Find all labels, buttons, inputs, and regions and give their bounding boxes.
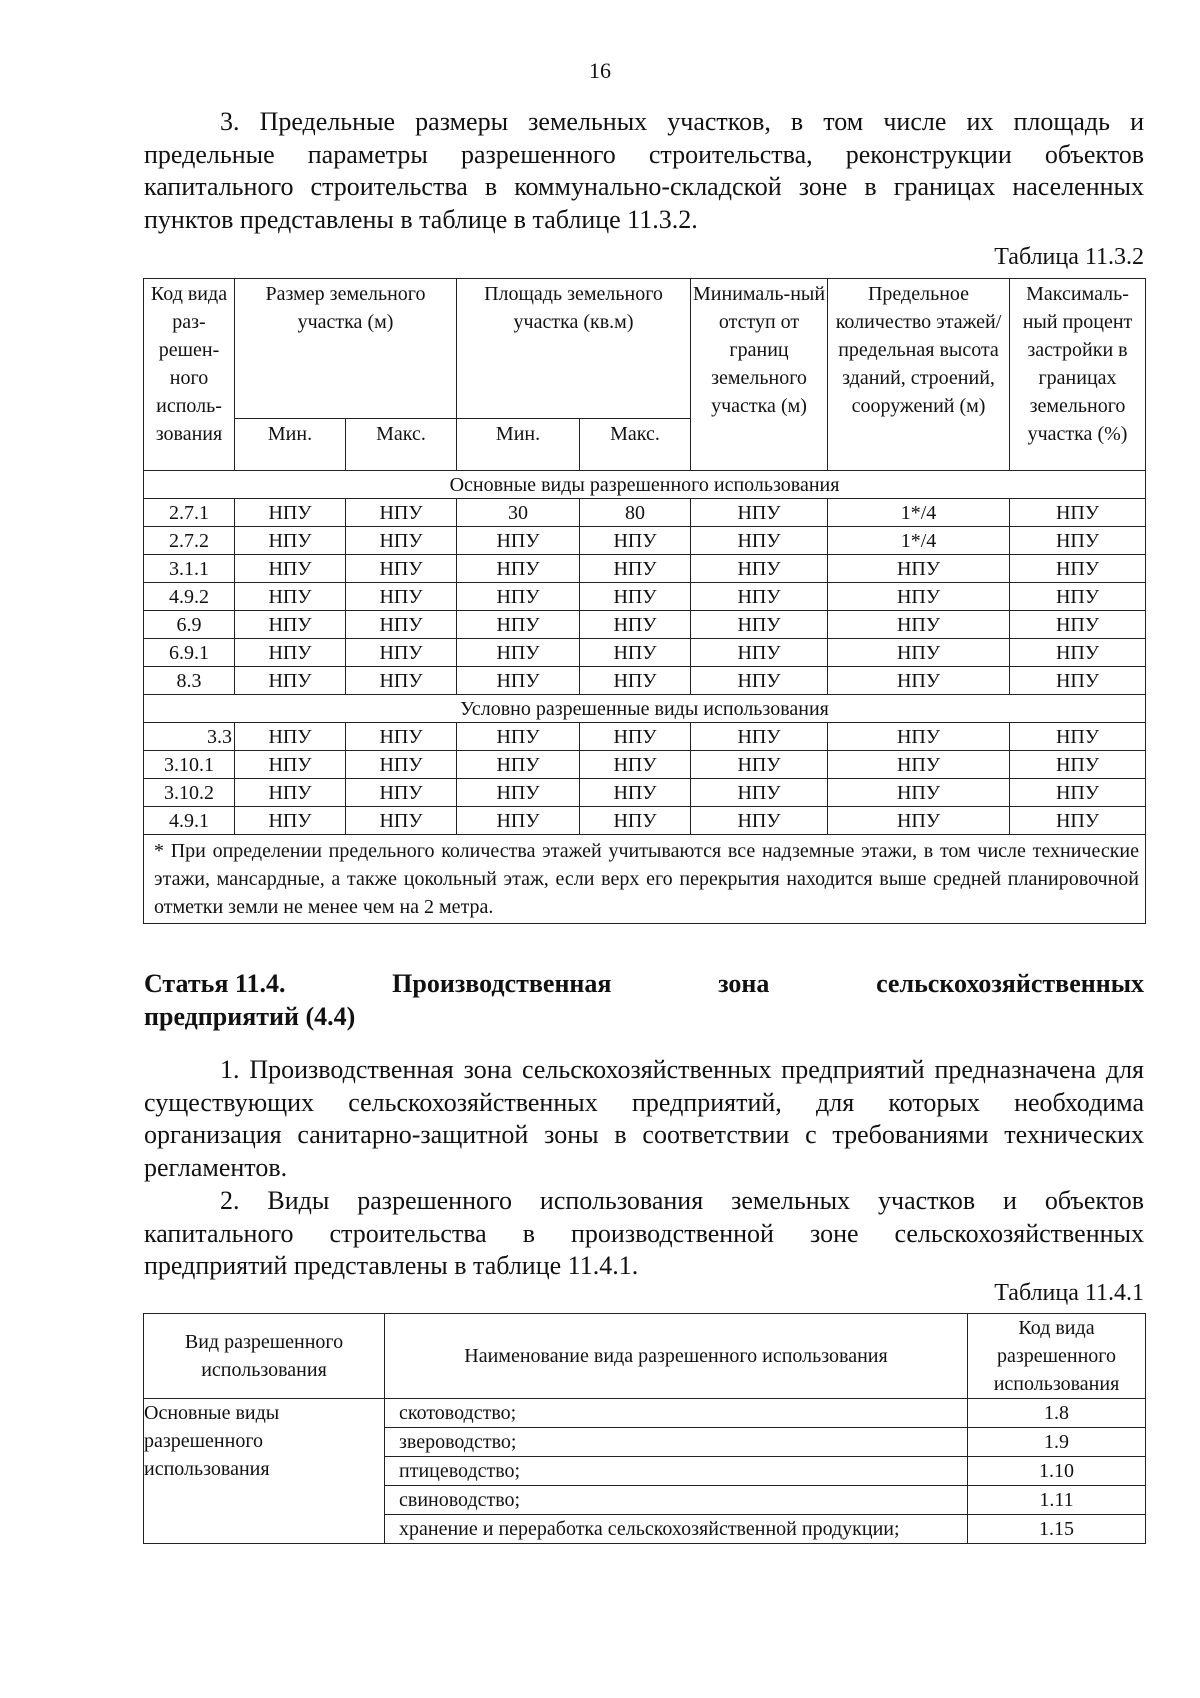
header-use-code: Код вида разрешенного использования bbox=[968, 1314, 1146, 1399]
value-cell: НПУ bbox=[1010, 751, 1146, 779]
value-cell: НПУ bbox=[1010, 583, 1146, 611]
value-cell: НПУ bbox=[457, 667, 580, 695]
use-code-cell: 1.8 bbox=[968, 1399, 1146, 1428]
table-11-4-1-caption: Таблица 11.4.1 bbox=[994, 1280, 1144, 1306]
paragraph-zone-purpose: 1. Производственная зона сельскохозяйственных предприятий предназначена для существующих сельскохозяйственных предприятий, для которых необходима организация санитарно-защитной зоны в соответствии с требованиями технических регламентов. bbox=[144, 1055, 1144, 1182]
value-cell: НПУ bbox=[1010, 667, 1146, 695]
value-cell: НПУ bbox=[691, 723, 828, 751]
value-cell: НПУ bbox=[828, 639, 1010, 667]
value-cell: НПУ bbox=[346, 723, 457, 751]
value-cell: НПУ bbox=[457, 639, 580, 667]
use-code-cell: 2.7.2 bbox=[144, 527, 235, 555]
value-cell: НПУ bbox=[346, 555, 457, 583]
use-name-cell: хранение и переработка сельскохозяйственной продукции; bbox=[385, 1515, 968, 1544]
use-code-cell: 3.1.1 bbox=[144, 555, 235, 583]
main-use-row bbox=[144, 555, 1146, 583]
value-cell: НПУ bbox=[691, 639, 828, 667]
value-cell: НПУ bbox=[457, 807, 580, 835]
paragraph-uses-intro: 2. Виды разрешенного использования земельных участков и объектов капитального строительства в производственной зоне сельскохозяйственных предприятий представлены в таблице 11.4.1. bbox=[144, 1186, 1144, 1280]
value-cell: НПУ bbox=[691, 807, 828, 835]
value-cell: НПУ bbox=[235, 723, 346, 751]
value-cell: НПУ bbox=[828, 723, 1010, 751]
use-name-cell: свиноводство; bbox=[385, 1486, 968, 1515]
value-cell: НПУ bbox=[691, 583, 828, 611]
value-cell: НПУ bbox=[691, 611, 828, 639]
value-cell: НПУ bbox=[691, 751, 828, 779]
value-cell: НПУ bbox=[457, 779, 580, 807]
value-cell: НПУ bbox=[1010, 639, 1146, 667]
page-number: 16 bbox=[589, 58, 611, 83]
use-code-cell: 3.10.1 bbox=[144, 751, 235, 779]
value-cell: НПУ bbox=[235, 527, 346, 555]
use-code-cell: 6.9 bbox=[144, 611, 235, 639]
article-heading bbox=[144, 967, 1144, 1033]
value-cell: НПУ bbox=[457, 611, 580, 639]
article-title-line-2: предприятий (4.4) bbox=[144, 1002, 356, 1031]
value-cell: НПУ bbox=[580, 779, 691, 807]
section-main-uses: Основные виды разрешенного использования bbox=[144, 471, 1146, 499]
value-cell: НПУ bbox=[691, 527, 828, 555]
value-cell: НПУ bbox=[457, 751, 580, 779]
value-cell: НПУ bbox=[235, 583, 346, 611]
value-cell: НПУ bbox=[691, 667, 828, 695]
table-11-3-2-caption: Таблица 11.3.2 bbox=[994, 244, 1144, 270]
value-cell: НПУ bbox=[346, 667, 457, 695]
value-cell: НПУ bbox=[346, 499, 457, 527]
use-code-cell: 4.9.2 bbox=[144, 583, 235, 611]
conditional-use-row bbox=[144, 751, 1146, 779]
value-cell: НПУ bbox=[691, 555, 828, 583]
use-row bbox=[144, 1399, 1146, 1428]
table-11-4-1 bbox=[143, 1313, 1146, 1544]
header-use-name: Наименование вида разрешенного использования bbox=[385, 1314, 968, 1399]
use-code-cell: 3.10.2 bbox=[144, 779, 235, 807]
article-title-word-2: зона bbox=[718, 969, 770, 998]
main-use-row bbox=[144, 499, 1146, 527]
value-cell: НПУ bbox=[580, 583, 691, 611]
value-cell: НПУ bbox=[828, 583, 1010, 611]
article-title-word-1: Производственная bbox=[392, 969, 612, 998]
value-cell: НПУ bbox=[346, 639, 457, 667]
use-code-cell: 1.9 bbox=[968, 1428, 1146, 1457]
use-code-cell: 1.11 bbox=[968, 1486, 1146, 1515]
value-cell: НПУ bbox=[691, 499, 828, 527]
value-cell: НПУ bbox=[580, 723, 691, 751]
value-cell: НПУ bbox=[346, 583, 457, 611]
value-cell: НПУ bbox=[235, 499, 346, 527]
use-name-cell: птицеводство; bbox=[385, 1457, 968, 1486]
main-use-row bbox=[144, 639, 1146, 667]
use-code-cell: 6.9.1 bbox=[144, 639, 235, 667]
value-cell: 1*/4 bbox=[828, 499, 1010, 527]
value-cell: НПУ bbox=[235, 751, 346, 779]
header-setback: Минималь-ный отступ от границ земельного участка (м) bbox=[691, 279, 828, 471]
conditional-use-row bbox=[144, 779, 1146, 807]
value-cell: НПУ bbox=[1010, 499, 1146, 527]
article-number: Статья 11.4. bbox=[144, 969, 286, 998]
use-code-cell: 1.15 bbox=[968, 1515, 1146, 1544]
header-area: Площадь земельного участка (кв.м) bbox=[457, 279, 691, 419]
value-cell: НПУ bbox=[1010, 555, 1146, 583]
table-11-3-2 bbox=[143, 278, 1146, 924]
header-code: Код вида раз-решен-ного исполь-зования bbox=[144, 279, 235, 471]
value-cell: НПУ bbox=[580, 667, 691, 695]
conditional-use-row bbox=[144, 807, 1146, 835]
header-percent: Максималь-ный процент застройки в границах земельного участка (%) bbox=[1010, 279, 1146, 471]
value-cell: НПУ bbox=[580, 751, 691, 779]
header-size-max: Макс. bbox=[346, 418, 457, 470]
value-cell: НПУ bbox=[580, 611, 691, 639]
value-cell: НПУ bbox=[235, 611, 346, 639]
value-cell: НПУ bbox=[828, 667, 1010, 695]
value-cell: НПУ bbox=[828, 779, 1010, 807]
value-cell: НПУ bbox=[235, 555, 346, 583]
value-cell: НПУ bbox=[457, 583, 580, 611]
use-name-cell: звероводство; bbox=[385, 1428, 968, 1457]
value-cell: НПУ bbox=[580, 639, 691, 667]
header-area-max: Макс. bbox=[580, 418, 691, 470]
value-cell: НПУ bbox=[828, 807, 1010, 835]
value-cell: НПУ bbox=[346, 779, 457, 807]
value-cell: 1*/4 bbox=[828, 527, 1010, 555]
header-floors: Предельное количество этажей/ предельная высота зданий, строений, сооружений (м) bbox=[828, 279, 1010, 471]
value-cell: НПУ bbox=[235, 639, 346, 667]
value-cell: НПУ bbox=[828, 555, 1010, 583]
value-cell: НПУ bbox=[235, 807, 346, 835]
value-cell: НПУ bbox=[580, 555, 691, 583]
value-cell: 80 bbox=[580, 499, 691, 527]
value-cell: НПУ bbox=[1010, 779, 1146, 807]
value-cell: НПУ bbox=[1010, 807, 1146, 835]
header-size-min: Мин. bbox=[235, 418, 346, 470]
use-code-cell: 1.10 bbox=[968, 1457, 1146, 1486]
value-cell: НПУ bbox=[457, 723, 580, 751]
paragraph-limits-intro: 3. Предельные размеры земельных участков, в том числе их площадь и предельные параметры разрешенного строительства, реконструкции объектов капитального строительства в коммунально-складской зоне в границах населенных пунктов представлены в таблице в таблице 11.3.2. bbox=[144, 107, 1144, 234]
use-code-cell: 8.3 bbox=[144, 667, 235, 695]
use-name-cell: скотоводство; bbox=[385, 1399, 968, 1428]
use-group-label: Основные виды разрешенного использования bbox=[144, 1399, 385, 1544]
table-footnote: * При определении предельного количества этажей учитываются все надземные этажи, в том числе технические этажи, мансардные, а также цокольный этаж, если верх его перекрытия находится выше средней планировочной отметки земли не менее чем на 2 метра. bbox=[144, 835, 1146, 924]
value-cell: НПУ bbox=[346, 751, 457, 779]
article-title-word-3: сельскохозяйственных bbox=[876, 969, 1144, 998]
use-code-cell: 4.9.1 bbox=[144, 807, 235, 835]
value-cell: НПУ bbox=[346, 527, 457, 555]
conditional-use-row bbox=[144, 723, 1146, 751]
header-use-kind: Вид разрешенного использования bbox=[144, 1314, 385, 1399]
section-conditional-uses: Условно разрешенные виды использования bbox=[144, 695, 1146, 723]
main-use-row bbox=[144, 583, 1146, 611]
value-cell: НПУ bbox=[235, 779, 346, 807]
value-cell: НПУ bbox=[346, 611, 457, 639]
main-use-row bbox=[144, 527, 1146, 555]
value-cell: НПУ bbox=[691, 779, 828, 807]
value-cell: НПУ bbox=[580, 527, 691, 555]
value-cell: НПУ bbox=[235, 667, 346, 695]
header-size: Размер земельного участка (м) bbox=[235, 279, 457, 419]
main-use-row bbox=[144, 667, 1146, 695]
value-cell: НПУ bbox=[1010, 527, 1146, 555]
use-code-cell: 2.7.1 bbox=[144, 499, 235, 527]
value-cell: НПУ bbox=[457, 555, 580, 583]
use-code-cell: 3.3 bbox=[144, 723, 235, 751]
value-cell: НПУ bbox=[1010, 723, 1146, 751]
main-use-row bbox=[144, 611, 1146, 639]
value-cell: НПУ bbox=[828, 611, 1010, 639]
value-cell: НПУ bbox=[580, 807, 691, 835]
value-cell: НПУ bbox=[346, 807, 457, 835]
value-cell: НПУ bbox=[1010, 611, 1146, 639]
header-area-min: Мин. bbox=[457, 418, 580, 470]
value-cell: НПУ bbox=[828, 751, 1010, 779]
value-cell: 30 bbox=[457, 499, 580, 527]
value-cell: НПУ bbox=[457, 527, 580, 555]
